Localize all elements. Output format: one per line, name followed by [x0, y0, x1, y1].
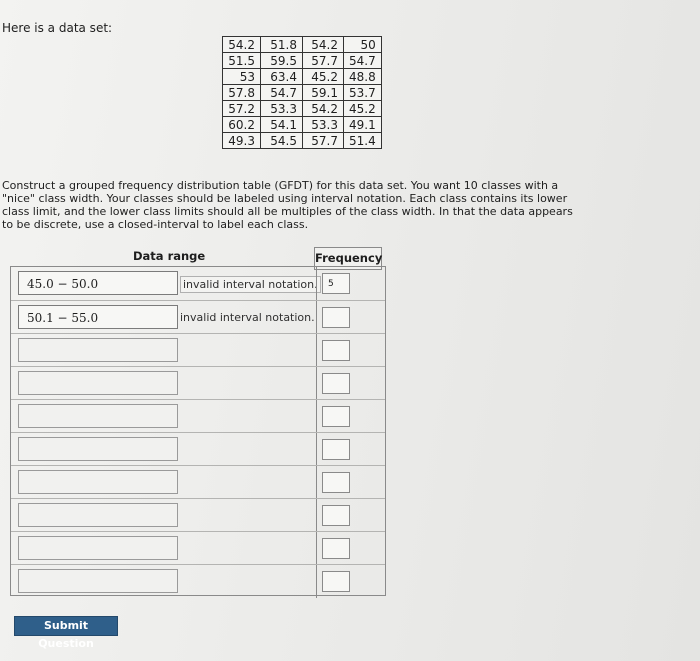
data-range-input[interactable] — [18, 470, 178, 494]
data-cell: 45.2 — [303, 69, 344, 85]
frequency-cell — [316, 367, 383, 400]
data-cell: 49.1 — [344, 117, 382, 133]
data-row — [223, 117, 382, 133]
data-row — [223, 53, 382, 69]
frequency-input[interactable] — [322, 340, 350, 361]
gfdt-row — [11, 399, 385, 433]
frequency-input[interactable] — [322, 439, 350, 460]
gfdt-grid — [10, 266, 386, 596]
frequency-cell — [316, 400, 383, 433]
data-cell: 49.3 — [223, 133, 261, 149]
data-cell: 57.2 — [223, 101, 261, 117]
data-cell: 57.7 — [303, 133, 344, 149]
frequency-input[interactable]: 5 — [322, 273, 350, 294]
frequency-input[interactable] — [322, 307, 350, 328]
data-cell: 54.2 — [303, 101, 344, 117]
data-row — [223, 37, 382, 53]
instructions-text: Construct a grouped frequency distribution table (GFDT) for this data set. You want 10 classes with a "nice" class width. Your classes should be labeled using interval notation. Each class contains its lower class limit, and the lower class limits should all be multiples of the class width. In that the data appears to be discrete, use a closed-interval to label each class. — [2, 179, 573, 231]
gfdt-row — [11, 498, 385, 532]
data-cell: 53.3 — [303, 117, 344, 133]
frequency-cell — [316, 532, 383, 565]
data-cell: 54.7 — [344, 53, 382, 69]
frequency-cell — [316, 565, 383, 598]
frequency-cell — [316, 334, 383, 367]
invalid-notation-message: invalid interval notation. — [180, 311, 315, 324]
data-cell: 63.4 — [261, 69, 303, 85]
invalid-notation-message: invalid interval notation. — [180, 276, 321, 293]
intro-text: Here is a data set: — [2, 21, 113, 35]
gfdt-row — [11, 564, 385, 598]
data-cell: 54.5 — [261, 133, 303, 149]
frequency-cell — [316, 267, 383, 300]
frequency-input[interactable] — [322, 373, 350, 394]
data-cell: 54.7 — [261, 85, 303, 101]
data-row — [223, 69, 382, 85]
data-cell: 45.2 — [344, 101, 382, 117]
data-cell: 53.3 — [261, 101, 303, 117]
data-range-input[interactable] — [18, 536, 178, 560]
gfdt-row — [11, 432, 385, 466]
data-cell: 53 — [223, 69, 261, 85]
data-range-input[interactable]: 45.0 − 50.0 — [18, 271, 178, 295]
frequency-input[interactable] — [322, 472, 350, 493]
data-range-input[interactable] — [18, 404, 178, 428]
data-cell: 54.1 — [261, 117, 303, 133]
data-cell: 54.2 — [223, 37, 261, 53]
frequency-cell — [316, 433, 383, 466]
frequency-input[interactable] — [322, 406, 350, 427]
data-cell: 57.7 — [303, 53, 344, 69]
data-cell: 57.8 — [223, 85, 261, 101]
header-frequency: Frequency — [314, 247, 382, 270]
gfdt-row — [11, 465, 385, 499]
data-cell: 59.1 — [303, 85, 344, 101]
frequency-input[interactable] — [322, 505, 350, 526]
data-range-input[interactable] — [18, 371, 178, 395]
data-range-input[interactable] — [18, 338, 178, 362]
data-cell: 53.7 — [344, 85, 382, 101]
data-row — [223, 101, 382, 117]
data-range-input[interactable] — [18, 569, 178, 593]
data-cell: 48.8 — [344, 69, 382, 85]
data-cell: 51.8 — [261, 37, 303, 53]
data-range-input[interactable] — [18, 437, 178, 461]
data-row — [223, 133, 382, 149]
data-range-input[interactable]: 50.1 − 55.0 — [18, 305, 178, 329]
data-set-table — [222, 36, 382, 149]
gfdt-row — [11, 333, 385, 367]
gfdt-row — [11, 300, 385, 334]
gfdt-row — [11, 531, 385, 565]
frequency-cell — [316, 301, 383, 334]
data-cell: 51.4 — [344, 133, 382, 149]
data-cell: 60.2 — [223, 117, 261, 133]
data-row — [223, 85, 382, 101]
gfdt-row — [11, 366, 385, 400]
data-cell: 50 — [344, 37, 382, 53]
frequency-cell — [316, 499, 383, 532]
data-cell: 54.2 — [303, 37, 344, 53]
frequency-cell — [316, 466, 383, 499]
header-data-range: Data range — [133, 249, 206, 263]
submit-question-button[interactable]: Submit Question — [14, 616, 118, 636]
data-cell: 51.5 — [223, 53, 261, 69]
data-cell: 59.5 — [261, 53, 303, 69]
frequency-input[interactable] — [322, 571, 350, 592]
gfdt-row — [11, 267, 385, 300]
data-range-input[interactable] — [18, 503, 178, 527]
frequency-input[interactable] — [322, 538, 350, 559]
